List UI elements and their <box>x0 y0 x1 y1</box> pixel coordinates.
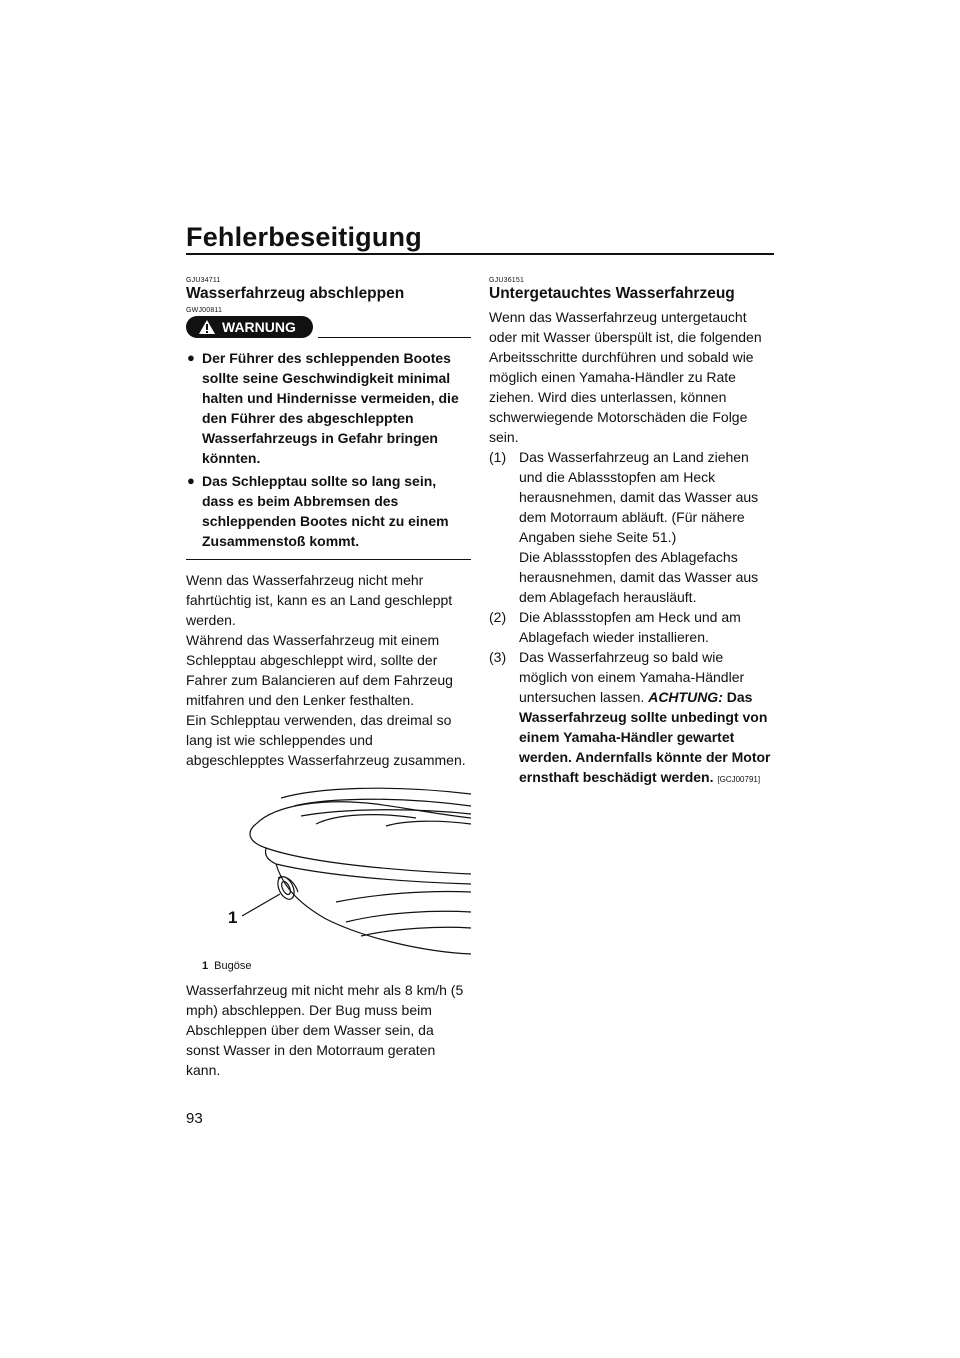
paragraph: Während das Wasserfahrzeug mit einem Schlepptau abgeschleppt wird, sollte der Fahrer zum Balancieren auf dem Fahrzeug mitfahren und den Lenker festhalten. <box>186 632 453 708</box>
warning-list <box>186 348 471 551</box>
left-column <box>186 277 471 1080</box>
bullet-icon: ● <box>187 473 195 488</box>
caution-text: Das Wasserfahrzeug sollte unbedingt von einem Yamaha-Händler gewartet werden. Andernfalls könnte der Motor ernsthaft beschädigt werden. <box>519 689 771 785</box>
step-number: (3) <box>489 649 507 665</box>
caption-number: 1 <box>202 960 209 972</box>
step-item: (2) Die Ablassstopfen am Heck und am Ablagefach wieder installieren. <box>489 609 741 645</box>
page-title: Fehlerbeseitigung <box>186 222 422 252</box>
figure-caption <box>202 960 471 972</box>
caption-text: Bugöse <box>214 960 252 972</box>
caution-label: ACHTUNG: <box>648 689 723 705</box>
paragraph: Wasserfahrzeug mit nicht mehr als 8 km/h (5 mph) abschleppen. Der Bug muss beim Abschleppen über dem Wasser sein, da sonst Wasser in den Motorraum geraten kann. <box>186 982 464 1078</box>
page-number: 93 <box>186 1110 203 1127</box>
step-item: (3) Das Wasserfahrzeug so bald wie möglich von einem Yamaha-Händler untersuchen lassen. ACHTUNG: Das Wasserfahrzeug sollte unbedingt von einem Yamaha-Händler gewartet werden. Andernfalls könnte der Motor ernsthaft beschädigt werden. [GCJ00791] <box>489 649 771 785</box>
warning-badge <box>186 316 313 338</box>
warning-triangle-icon <box>198 319 216 335</box>
warning-item: ● Der Führer des schleppenden Bootes sollte seine Geschwindigkeit minimal halten und Hindernisse vermeiden, die den Führer des abgeschleppten Wasserfahrzeugs in Gefahr bringen könnten. <box>187 350 459 466</box>
bow-eye-illustration <box>186 784 471 956</box>
title-rule <box>186 253 774 255</box>
warning-end-rule <box>186 559 471 560</box>
section-heading-submerged: Untergetauchtes Wasserfahrzeug <box>489 285 735 302</box>
section-code: GJU34711 <box>186 277 221 284</box>
step-list <box>489 447 774 790</box>
step-number: (2) <box>489 609 507 625</box>
warning-code: GWJ00811 <box>186 307 223 314</box>
bullet-icon: ● <box>187 350 195 365</box>
warning-rule <box>318 337 471 338</box>
step-item: (1) Das Wasserfahrzeug an Land ziehen und die Ablassstopfen am Heck herausnehmen, damit das Wasser aus dem Motorraum abläuft. (Für nähere Angaben siehe Seite 51.) Die Ablassstopfen des Ablagefachs herausnehmen, damit das Wasser aus dem Ablagefach herausläuft. <box>489 449 759 605</box>
paragraph: Wenn das Wasserfahrzeug nicht mehr fahrtüchtig ist, kann es an Land geschleppt werden. <box>186 572 453 628</box>
paragraph: Wenn das Wasserfahrzeug untergetaucht oder mit Wasser überspült ist, die folgenden Arbeitsschritte durchführen und sobald wie möglich einen Yamaha-Händler zu Rate ziehen. Wird dies unterlassen, können schwerwiegende Motorschäden die Folge sein. <box>489 309 762 445</box>
figure-callout: 1 <box>228 908 238 927</box>
section-heading-towing: Wasserfahrzeug abschleppen <box>186 285 405 302</box>
warning-header <box>186 316 471 340</box>
right-column <box>489 277 774 790</box>
caution-ref: [GCJ00791] <box>717 775 761 784</box>
warning-label: WARNUNG <box>222 319 296 335</box>
paragraph: Ein Schlepptau verwenden, das dreimal so lang ist wie schleppendes und abgeschlepptes Wasserfahrzeug zusammen. <box>186 712 466 768</box>
section-code: GJU36151 <box>489 277 525 284</box>
step-number: (1) <box>489 449 507 465</box>
warning-item: ● Das Schlepptau sollte so lang sein, dass es beim Abbremsen des schleppenden Bootes nicht zu einem Zusammenstoß kommt. <box>187 473 449 549</box>
